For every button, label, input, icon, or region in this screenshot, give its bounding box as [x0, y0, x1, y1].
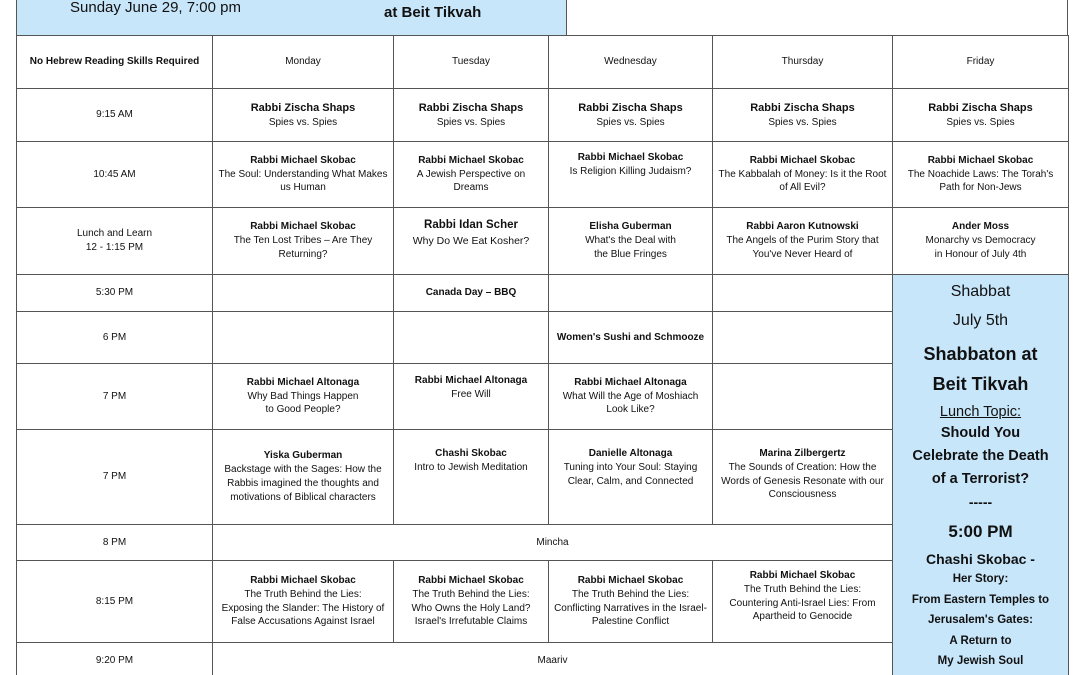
speaker: Rabbi Michael Skobac [927, 154, 1034, 166]
session-title: The Truth Behind the Lies: [571, 588, 690, 600]
shabbaton-title: Shabbaton at [923, 344, 1038, 365]
session-title: The Noachide Laws: The Torah's Path for Non-Jews [907, 168, 1054, 194]
session-cell [713, 89, 893, 142]
empty-cell [213, 275, 394, 312]
speaker: Rabbi Michael Altonaga [414, 375, 528, 386]
session-title: Spies vs. Spies [596, 116, 665, 128]
session-cell [213, 142, 394, 208]
maariv: Maariv [213, 643, 893, 675]
womens-sushi-schmooze: Women's Sushi and Schmooze [549, 312, 713, 364]
empty-cell [213, 312, 394, 364]
day-friday: Friday [893, 36, 1069, 89]
session-title: Why Bad Things Happen [247, 390, 359, 402]
session-title: The Soul: Understanding What Makes us Human [218, 168, 388, 194]
time-cell: 8:15 PM [17, 561, 213, 643]
row-1045 [17, 142, 1069, 208]
session-title: Monarchy vs Democracy [925, 235, 1036, 247]
session-title: Backstage with the Sages: How the Rabbis imagined the thoughts and motivations of Biblical characters [224, 464, 382, 503]
speaker: Chashi Skobac [435, 448, 507, 459]
speaker: Rabbi Michael Skobac [577, 152, 684, 163]
separator: ----- [968, 494, 993, 511]
session-cell [549, 364, 713, 430]
time-cell: 7 PM [17, 364, 213, 430]
speaker: Rabbi Michael Skobac [250, 154, 356, 166]
top-banner-right [566, 0, 1068, 36]
speaker: Rabbi Michael Skobac [577, 574, 684, 586]
shabbat-speaker: Chashi Skobac - [926, 550, 1035, 567]
row-lunch [17, 208, 1069, 275]
session-title: The Ten Lost Tribes – Are They Returning? [233, 235, 373, 260]
session-title: Why Do We Eat Kosher? [412, 234, 530, 247]
lunch-topic-line: Celebrate the Death [912, 447, 1049, 464]
session-title: Intro to Jewish Meditation [414, 461, 528, 473]
speaker: Rabbi Zischa Shaps [750, 101, 855, 114]
session-cell [893, 89, 1069, 142]
empty-cell [549, 275, 713, 312]
session-cell [394, 208, 549, 275]
shabbat-talk-line: Her Story: [952, 573, 1009, 586]
session-title: The Sounds of Creation: How the Words of Genesis Resonate with our Consciousness [721, 461, 884, 501]
requirement-note: No Hebrew Reading Skills Required [17, 36, 213, 89]
speaker: Rabbi Idan Scher [424, 219, 518, 231]
speaker: Rabbi Michael Skobac [749, 154, 856, 166]
shabbat-talk-line: Jerusalem's Gates: [927, 614, 1034, 627]
session-cell [713, 142, 893, 208]
shabbat-talk-line: A Return to [949, 634, 1012, 647]
mincha: Mincha [213, 525, 893, 561]
shabbat-time: 5:00 PM [948, 522, 1013, 542]
speaker: Marina Zilbergertz [759, 448, 846, 459]
session-title: The Truth Behind the Lies: [412, 588, 530, 600]
session-cell: Rabbi Michael Skobac The Truth Behind the Lies: Exposing the Slander: The History of False Accusations Against Israel [213, 561, 394, 643]
session-title: Is Religion Killing Judaism? [569, 165, 692, 177]
speaker: Yiska Guberman [263, 450, 343, 462]
session-cell [893, 142, 1069, 208]
session-cell: Rabbi Michael Altonaga Why Bad Things Happen to Good People? [213, 364, 394, 430]
session-title: What Will the Age of Moshiach Look Like? [562, 390, 699, 416]
session-title: Spies vs. Spies [268, 116, 338, 128]
speaker: Danielle Altonaga [588, 448, 673, 459]
speaker: Rabbi Michael Altonaga [246, 376, 360, 388]
speaker: Ander Moss [951, 221, 1010, 233]
session-title: Spies vs. Spies [946, 116, 1015, 128]
session-title: Spies vs. Spies [436, 116, 506, 128]
lunch-topic-label: Lunch Topic: [939, 403, 1022, 420]
session-title: What's the Deal with [585, 235, 676, 247]
event-venue: at Beit Tikvah [384, 4, 482, 21]
speaker: Rabbi Zischa Shaps [928, 101, 1033, 114]
session-cell [213, 89, 394, 142]
speaker: Rabbi Michael Altonaga [574, 376, 687, 388]
shabbaton-venue: Beit Tikvah [932, 373, 1029, 394]
top-banner-left [16, 0, 566, 36]
lunch-topic-line: of a Terrorist? [931, 470, 1030, 487]
event-date: Sunday June 29, 7:00 pm [70, 0, 241, 16]
time-cell: 9:15 AM [17, 89, 213, 142]
session-title: The Truth Behind the Lies: [244, 588, 362, 600]
day-monday: Monday [213, 36, 394, 89]
shabbat-talk-line: My Jewish Soul [937, 655, 1024, 668]
session-cell [394, 364, 549, 430]
day-tuesday: Tuesday [394, 36, 549, 89]
session-cell [549, 89, 713, 142]
day-wednesday: Wednesday [549, 36, 713, 89]
session-cell [713, 208, 893, 275]
session-title: Tuning into Your Soul: Staying Clear, Calm, and Connected [563, 461, 698, 487]
speaker: Rabbi Michael Skobac [250, 221, 356, 233]
shabbaton-cell [893, 275, 1069, 675]
lunch-topic-line: Should You [940, 424, 1021, 441]
session-cell [394, 142, 549, 208]
session-title: The Angels of the Purim Story that You've Never Heard of [726, 235, 879, 260]
session-cell: Elisha Guberman What's the Deal with the Blue Fringes [549, 208, 713, 275]
canada-day-bbq: Canada Day – BBQ [394, 275, 549, 312]
speaker: Rabbi Zischa Shaps [578, 101, 683, 114]
row-0530pm [17, 275, 1069, 312]
top-banner [16, 0, 1068, 36]
speaker: Rabbi Zischa Shaps [418, 101, 524, 114]
session-title: A Jewish Perspective on Dreams [416, 168, 526, 194]
session-title: The Truth Behind the Lies: [743, 583, 862, 595]
speaker: Elisha Guberman [589, 221, 672, 233]
session-cell [213, 430, 394, 525]
session-cell: Rabbi Michael Skobac The Truth Behind the Lies: Who Owns the Holy Land? Israel's Irrefutable Claims [394, 561, 549, 643]
time-cell: 10:45 AM [17, 142, 213, 208]
session-title: Spies vs. Spies [768, 116, 837, 128]
time-cell: 7 PM [17, 430, 213, 525]
time-cell: Lunch and Learn 12 - 1:15 PM [17, 208, 213, 275]
row-0915 [17, 89, 1069, 142]
session-cell [394, 430, 549, 525]
session-cell: Ander Moss Monarchy vs Democracy in Honour of July 4th [893, 208, 1069, 275]
empty-cell [713, 312, 893, 364]
speaker: Rabbi Michael Skobac [418, 574, 524, 586]
speaker: Rabbi Zischa Shaps [250, 101, 356, 114]
shabbat-talk-line: From Eastern Temples to [911, 593, 1050, 606]
session-title: The Kabbalah of Money: Is it the Root of All Evil? [718, 168, 887, 194]
time-cell: 5:30 PM [17, 275, 213, 312]
session-cell [549, 430, 713, 525]
session-cell [713, 430, 893, 525]
session-cell: Rabbi Michael Skobac The Truth Behind the Lies: Conflicting Narratives in the Israel-Palestine Conflict [549, 561, 713, 643]
schedule-table [16, 35, 1069, 675]
session-cell: Rabbi Michael Skobac The Truth Behind the Lies: Countering Anti-Israel Lies: From Apartheid to Genocide [713, 561, 893, 643]
speaker: Rabbi Michael Skobac [250, 574, 356, 586]
speaker: Rabbi Michael Skobac [418, 154, 524, 166]
session-title: Free Will [451, 388, 491, 400]
speaker: Rabbi Michael Skobac [749, 570, 856, 581]
empty-cell [713, 364, 893, 430]
speaker: Rabbi Aaron Kutnowski [746, 221, 859, 233]
shabbat-date: July 5th [952, 312, 1009, 330]
session-cell [549, 142, 713, 208]
session-cell [394, 89, 549, 142]
empty-cell [394, 312, 549, 364]
header-row [17, 36, 1069, 89]
time-cell: 6 PM [17, 312, 213, 364]
day-thursday: Thursday [713, 36, 893, 89]
shabbat-label: Shabbat [950, 283, 1011, 301]
time-cell: 9:20 PM [17, 643, 213, 675]
time-cell: 8 PM [17, 525, 213, 561]
session-cell [213, 208, 394, 275]
empty-cell [713, 275, 893, 312]
